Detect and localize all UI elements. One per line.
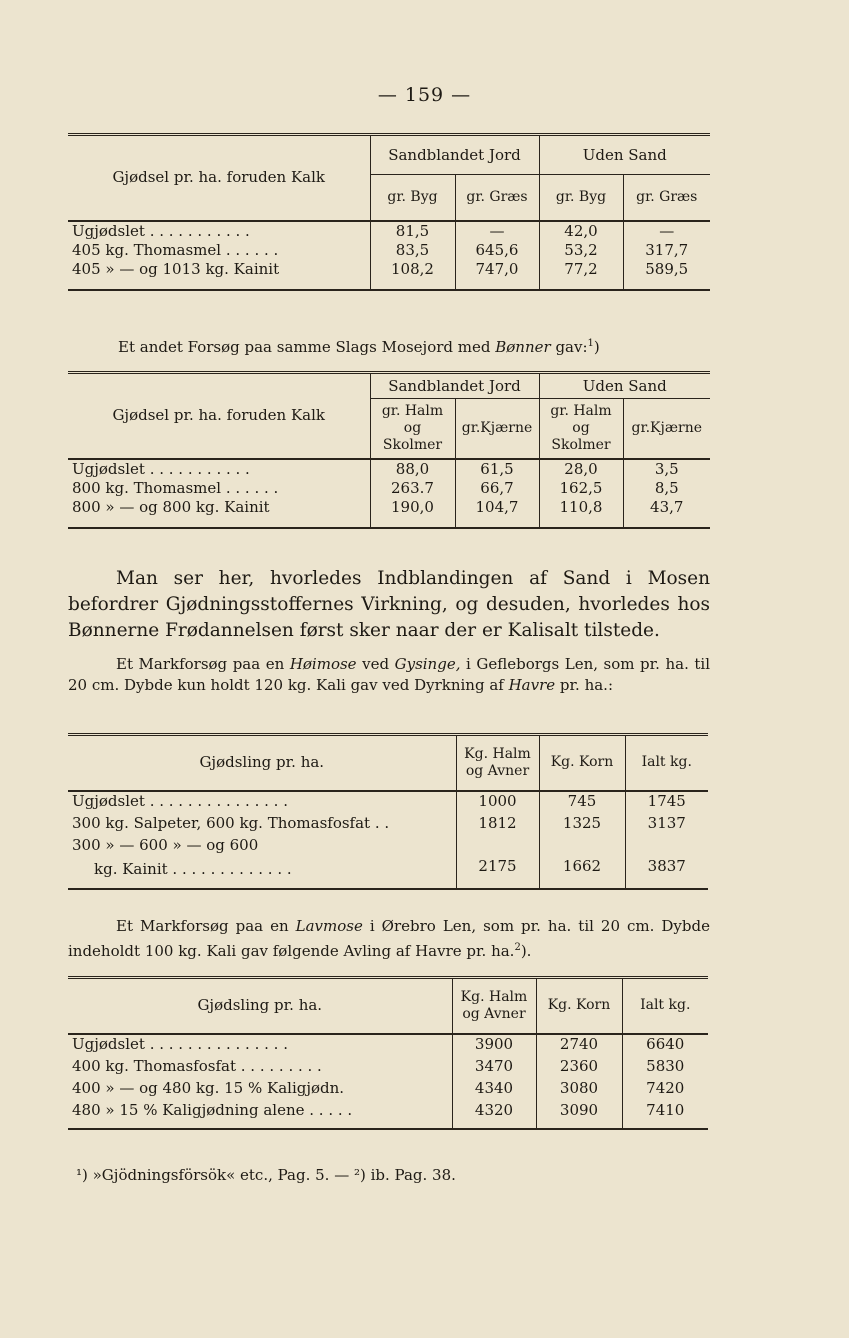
table-cell: 77,2	[539, 260, 623, 290]
table-row	[68, 479, 710, 498]
table-cell: 2175	[456, 855, 539, 889]
row-label: 405 » — og 1013 kg. Kainit	[72, 259, 280, 278]
table-row	[68, 260, 710, 290]
row-label: 800 kg. Thomasmel . . . . . .	[72, 478, 279, 497]
row-label: 800 » — og 800 kg. Kainit	[72, 497, 270, 516]
column-header: gr. Byg	[539, 175, 623, 221]
row-header: Gjødsling pr. ha.	[68, 735, 456, 791]
row-header: Gjødsling pr. ha.	[68, 978, 452, 1034]
column-header: gr.Kjærne	[455, 399, 539, 459]
table-cell	[456, 833, 539, 855]
table-cell: 2360	[536, 1054, 622, 1076]
table-cell: 7410	[622, 1098, 708, 1129]
column-header: gr. Halm og Skolmer	[370, 399, 455, 459]
table-row	[68, 1054, 708, 1076]
table-cell: 745	[539, 791, 625, 811]
table-row	[68, 459, 710, 479]
table-row	[68, 1034, 708, 1054]
table-cell: 83,5	[370, 241, 455, 260]
table-hoimose-oats	[68, 733, 708, 890]
table-row	[68, 1076, 708, 1098]
row-label: Ugjødslet . . . . . . . . . . .	[72, 221, 250, 240]
table-cell: 1745	[625, 791, 708, 811]
row-label: 480 » 15 % Kaligjødning alene . . . . .	[72, 1100, 353, 1119]
table-row	[68, 1098, 708, 1129]
table-cell: 53,2	[539, 241, 623, 260]
row-label: 300 » — 600 » — og 600	[72, 835, 259, 854]
column-header: Kg. Halm og Avner	[452, 978, 536, 1034]
table-cell: 4340	[452, 1076, 536, 1098]
table-cell	[625, 833, 708, 855]
group-header: Uden Sand	[539, 135, 710, 175]
table-cell: 3080	[536, 1076, 622, 1098]
table-cell: 61,5	[455, 459, 539, 479]
column-header: gr. Halm og Skolmer	[539, 399, 623, 459]
group-header: Sandblandet Jord	[370, 373, 539, 399]
table-cell: 317,7	[623, 241, 710, 260]
table-row	[68, 498, 710, 528]
paragraph	[68, 916, 710, 962]
table-barley-grass	[68, 133, 710, 291]
row-label: 300 kg. Salpeter, 600 kg. Thomasfosfat . .	[72, 813, 390, 832]
table-beans	[68, 371, 710, 529]
row-label: kg. Kainit . . . . . . . . . . . . .	[94, 859, 292, 878]
table-lavmose-oats	[68, 976, 708, 1130]
column-header: gr. Græs	[623, 175, 710, 221]
table-cell: 162,5	[539, 479, 623, 498]
column-header: Kg. Halm og Avner	[456, 735, 539, 791]
table-cell: 8,5	[623, 479, 710, 498]
table-row	[68, 791, 708, 811]
row-label: Ugjødslet . . . . . . . . . . .	[72, 459, 250, 478]
table-cell: 747,0	[455, 260, 539, 290]
column-header: Ialt kg.	[622, 978, 708, 1034]
row-label: 405 kg. Thomasmel . . . . . .	[72, 240, 279, 259]
column-header: Ialt kg.	[625, 735, 708, 791]
row-label: 400 » — og 480 kg. 15 % Kaligjødn.	[72, 1078, 345, 1097]
table-cell: 1325	[539, 811, 625, 833]
table-cell: 7420	[622, 1076, 708, 1098]
table-row	[68, 221, 710, 241]
table-cell: 42,0	[539, 221, 623, 241]
column-header: Kg. Korn	[539, 735, 625, 791]
table-cell: 3137	[625, 811, 708, 833]
paragraph-text: Et andet Forsøg paa samme Slags Mosejord med Bønner gav:$^1$)	[118, 338, 600, 356]
table-row	[68, 241, 710, 260]
table-cell: 3837	[625, 855, 708, 889]
paragraph-text: Et Markforsøg paa en Lavmose i Ørebro Len, som pr. ha. til 20 cm. Dybde indeholdt 100 kg. Kali gav følgende Avling af Havre pr. ha.$^2$).	[68, 917, 710, 960]
table-cell: 66,7	[455, 479, 539, 498]
group-header: Sandblandet Jord	[370, 135, 539, 175]
table-cell: 28,0	[539, 459, 623, 479]
table-cell: 3470	[452, 1054, 536, 1076]
paragraph-text: Et Markforsøg paa en Høimose ved Gysinge, i Gefleborgs Len, som pr. ha. til 20 cm. Dybde kun holdt 120 kg. Kali gav ved Dyrkning af Havre pr. ha.:	[68, 655, 710, 694]
table-cell: —	[455, 221, 539, 241]
table-cell: 81,5	[370, 221, 455, 241]
table-cell: 3900	[452, 1034, 536, 1054]
row-header: Gjødsel pr. ha. foruden Kalk	[68, 135, 370, 221]
table-cell: 3090	[536, 1098, 622, 1129]
paragraph-main: Man ser her, hvorledes Indblandingen af Sand i Mosen befordrer Gjødningsstoffernes Virkning, og desuden, hvorledes hos Bønnerne Frødannelsen først sker naar der er Kalisalt tilstede.	[68, 568, 710, 641]
row-label: 400 kg. Thomasfosfat . . . . . . . . .	[72, 1056, 322, 1075]
table-cell: 88,0	[370, 459, 455, 479]
row-label: Ugjødslet . . . . . . . . . . . . . . .	[72, 791, 288, 810]
column-header: Kg. Korn	[536, 978, 622, 1034]
row-header: Gjødsel pr. ha. foruden Kalk	[68, 373, 370, 459]
table-cell: 263.7	[370, 479, 455, 498]
row-label: Ugjødslet . . . . . . . . . . . . . . .	[72, 1034, 288, 1053]
table-cell: 190,0	[370, 498, 455, 528]
table-cell: 3,5	[623, 459, 710, 479]
table-cell: 104,7	[455, 498, 539, 528]
page-number: — 159 —	[377, 84, 472, 106]
table-cell	[539, 833, 625, 855]
table-cell: 1812	[456, 811, 539, 833]
table-cell: 2740	[536, 1034, 622, 1054]
table-cell: 108,2	[370, 260, 455, 290]
table-row	[68, 855, 708, 889]
table-row	[68, 811, 708, 833]
column-header: gr.Kjærne	[623, 399, 710, 459]
group-header: Uden Sand	[539, 373, 710, 399]
table-row	[68, 833, 708, 855]
column-header: gr. Byg	[370, 175, 455, 221]
table-cell: 1662	[539, 855, 625, 889]
column-header: gr. Græs	[455, 175, 539, 221]
table-cell: 43,7	[623, 498, 710, 528]
table-cell: 589,5	[623, 260, 710, 290]
paragraph	[68, 654, 710, 696]
table-cell: —	[623, 221, 710, 241]
paragraph	[118, 333, 738, 358]
table-cell: 110,8	[539, 498, 623, 528]
table-cell: 1000	[456, 791, 539, 811]
table-cell: 645,6	[455, 241, 539, 260]
table-cell: 6640	[622, 1034, 708, 1054]
footnote: ¹) »Gjödningsförsök« etc., Pag. 5. — ²) ib. Pag. 38.	[76, 1166, 456, 1184]
table-cell: 4320	[452, 1098, 536, 1129]
table-cell: 5830	[622, 1054, 708, 1076]
